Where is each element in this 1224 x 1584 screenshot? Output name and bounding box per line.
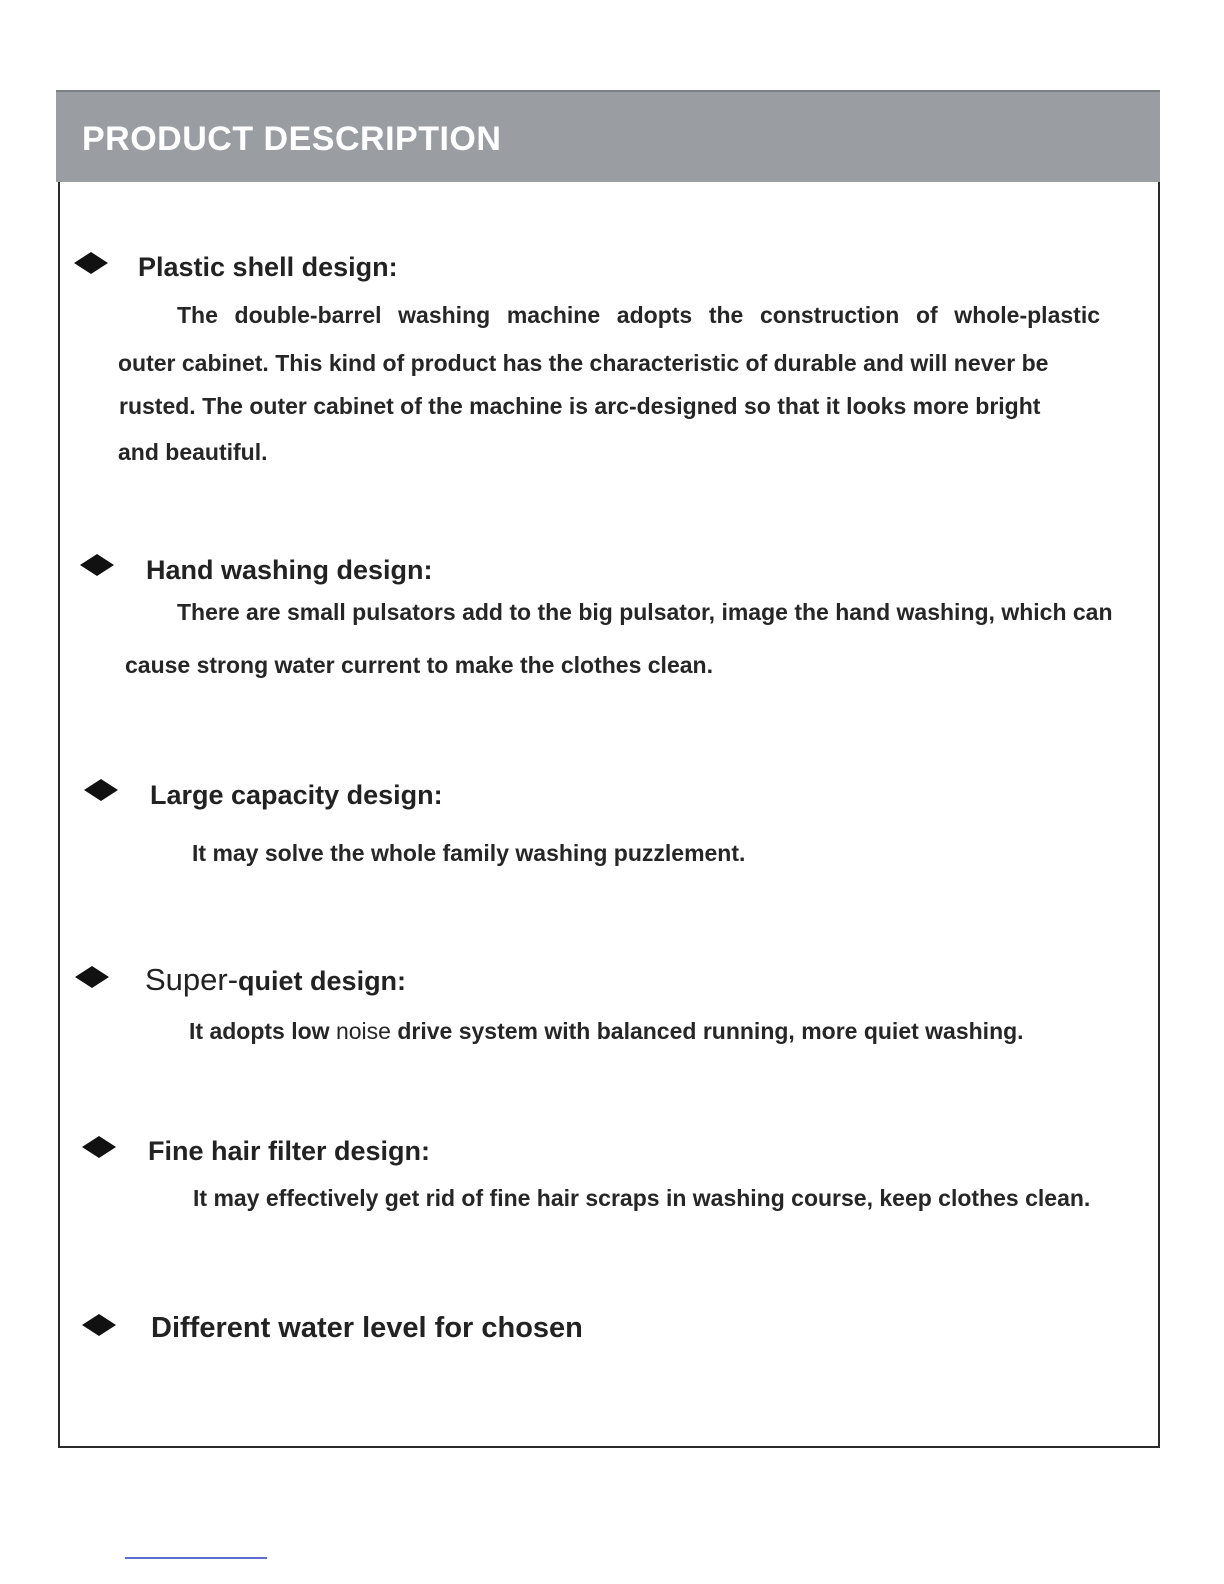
section-title: Different water level for chosen	[151, 1312, 583, 1344]
section-title: Large capacity design:	[150, 780, 443, 810]
header-bar	[56, 90, 1160, 182]
diamond-bullet-icon	[75, 966, 97, 988]
section-text-line: outer cabinet. This kind of product has the characteristic of durable and will never be	[118, 350, 1049, 376]
section-title: Hand washing design:	[146, 555, 433, 585]
diamond-bullet-icon	[80, 554, 102, 576]
section-title-main: quiet design:	[238, 966, 407, 996]
section-text-line: The double-barrel washing machine adopts the construction of whole-plastic	[177, 302, 1100, 328]
section-text-line	[189, 1018, 1024, 1045]
line-part: drive system with balanced running, more quiet washing.	[390, 1018, 1024, 1044]
section-text-line: There are small pulsators add to the big pulsator, image the hand washing, which can	[177, 599, 1113, 625]
description-panel	[58, 90, 1160, 1448]
line-part: It adopts low	[189, 1018, 336, 1044]
section-title	[145, 962, 406, 998]
section-text-line: and beautiful.	[118, 439, 268, 465]
section-title-prefix: Super-	[145, 962, 239, 997]
section-text-line: rusted. The outer cabinet of the machine is arc-designed so that it looks more bright	[119, 393, 1041, 419]
diamond-bullet-icon	[84, 779, 106, 801]
footer-rule	[125, 1557, 267, 1559]
diamond-bullet-icon	[82, 1136, 104, 1158]
line-part: noise	[335, 1018, 391, 1044]
section-title: Fine hair filter design:	[148, 1136, 431, 1166]
section-text-line: It may effectively get rid of fine hair scraps in washing course, keep clothes clean.	[193, 1185, 1091, 1211]
diamond-bullet-icon	[82, 1314, 104, 1336]
section-title: Plastic shell design:	[138, 252, 398, 282]
section-text-line: cause strong water current to make the clothes clean.	[125, 652, 713, 678]
page-title: PRODUCT DESCRIPTION	[82, 120, 502, 158]
section-text-line: It may solve the whole family washing puzzlement.	[192, 840, 746, 866]
diamond-bullet-icon	[74, 252, 96, 274]
